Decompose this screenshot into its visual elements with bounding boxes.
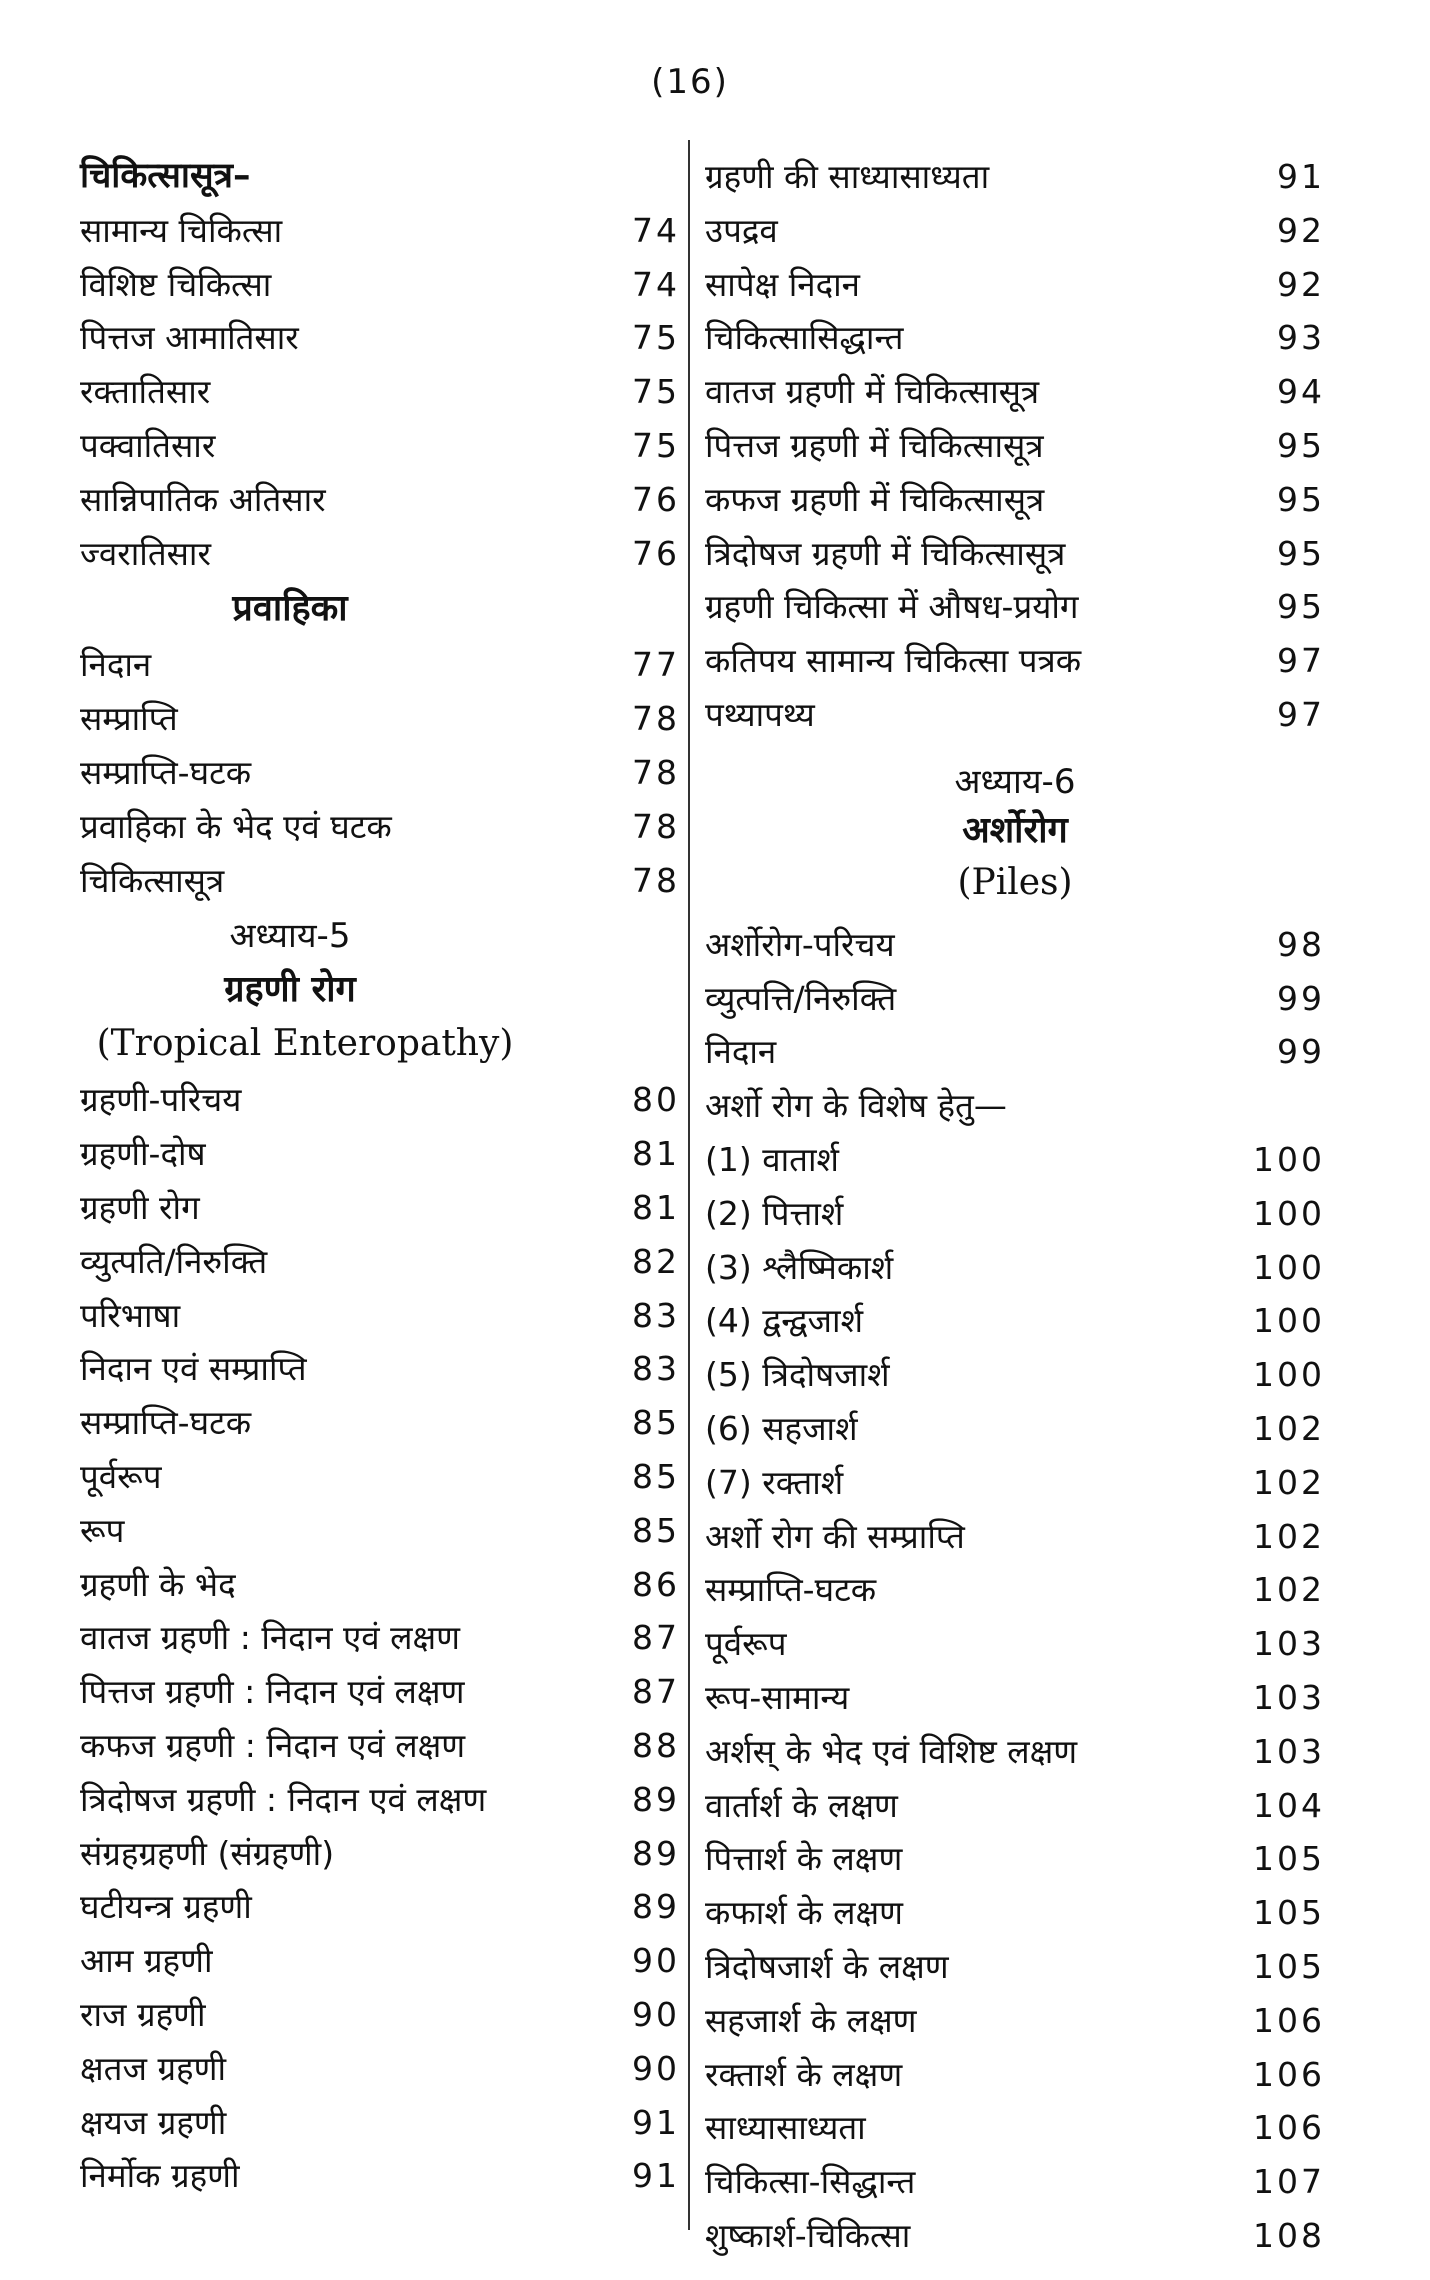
toc-entry-page: 105 xyxy=(1253,1839,1325,1879)
toc-entry-page: 97 xyxy=(1277,694,1325,734)
toc-entry-page: 81 xyxy=(632,1187,680,1227)
toc-entry xyxy=(705,150,1325,204)
toc-entry xyxy=(705,1456,1325,1510)
toc-entry-page: 100 xyxy=(1253,1193,1325,1233)
toc-entry xyxy=(80,1235,680,1289)
toc-entry-label: त्रिदोषज ग्रहणी : निदान एवं लक्षण xyxy=(80,1779,487,1819)
section-title-pravahika: प्रवाहिका xyxy=(232,588,348,630)
toc-entry-page: 95 xyxy=(1277,425,1325,465)
toc-entry xyxy=(705,1133,1325,1187)
toc-entry-page: 95 xyxy=(1277,533,1325,573)
toc-entry-label: उपद्रव xyxy=(705,210,778,250)
toc-entry-label: संग्रहग्रहणी (संग्रहणी) xyxy=(80,1833,335,1873)
chapter-6-title: अर्शोरोग xyxy=(962,809,1068,851)
toc-entry-page: 78 xyxy=(632,752,680,792)
toc-entry xyxy=(80,1719,680,1773)
toc-entry xyxy=(80,258,680,312)
toc-entry xyxy=(705,1563,1325,1617)
toc-entry-page: 98 xyxy=(1277,924,1325,964)
toc-entry xyxy=(705,527,1325,581)
toc-entry xyxy=(80,527,680,581)
toc-entry xyxy=(80,800,680,854)
toc-entry-page: 94 xyxy=(1277,372,1325,412)
toc-entry-page: 78 xyxy=(632,699,680,739)
toc-entry-label: पक्वातिसार xyxy=(80,425,216,465)
toc-entry-page: 82 xyxy=(632,1241,680,1281)
toc-entry-page: 85 xyxy=(632,1510,680,1550)
toc-entry xyxy=(705,2048,1325,2102)
toc-entry-page: 95 xyxy=(1277,587,1325,627)
toc-entry-label: सामान्य चिकित्सा xyxy=(80,210,283,250)
toc-entry-label: कफज ग्रहणी : निदान एवं लक्षण xyxy=(80,1725,466,1765)
toc-entry-label: घटीयन्त्र ग्रहणी xyxy=(80,1887,252,1927)
toc-entry xyxy=(705,1779,1325,1833)
toc-entry-page: 105 xyxy=(1253,1893,1325,1933)
toc-entry-page: 89 xyxy=(632,1833,680,1873)
toc-entry-page: 87 xyxy=(632,1618,680,1658)
toc-entry-label: निदान xyxy=(80,645,152,685)
toc-entry-label: ग्रहणी-दोष xyxy=(80,1134,206,1174)
toc-entry-label: वार्तार्श के लक्षण xyxy=(705,1785,898,1825)
toc-entry-page: 91 xyxy=(1277,157,1325,196)
toc-entry-page: 90 xyxy=(632,1994,680,2034)
toc-entry-page: 83 xyxy=(632,1349,680,1389)
toc-entry xyxy=(705,1348,1325,1402)
toc-entry-label: क्षयज ग्रहणी xyxy=(80,2102,227,2142)
toc-entry-label: (4) द्वन्द्वजार्श xyxy=(705,1301,864,1341)
arsha-list-a xyxy=(705,918,1325,1079)
toc-entry-label: ग्रहणी की साध्यासाध्यता xyxy=(705,157,990,196)
toc-entry-label: रूप-सामान्य xyxy=(705,1677,850,1717)
toc-entry xyxy=(80,1934,680,1988)
page-number: (16) xyxy=(651,62,729,102)
toc-entry-label: सम्प्राप्ति xyxy=(80,699,178,739)
toc-entry-label: राज ग्रहणी xyxy=(80,1994,206,2034)
toc-entry-label: कतिपय सामान्य चिकित्सा पत्रक xyxy=(705,641,1082,681)
toc-entry-page: 76 xyxy=(632,533,680,573)
toc-entry xyxy=(80,2096,680,2150)
toc-entry-label: रक्तार्श के लक्षण xyxy=(705,2054,903,2094)
toc-entry-page: 105 xyxy=(1253,1946,1325,1986)
toc-entry xyxy=(705,1886,1325,1940)
chapter-6-label: अध्याय-6 xyxy=(954,761,1076,802)
toc-entry xyxy=(705,2101,1325,2155)
toc-entry xyxy=(80,365,680,419)
toc-entry xyxy=(705,1994,1325,2048)
toc-entry-label: ग्रहणी-परिचय xyxy=(80,1080,242,1120)
column-divider xyxy=(688,140,690,2230)
toc-entry-page: 103 xyxy=(1253,1677,1325,1717)
toc-entry-page: 102 xyxy=(1253,1462,1325,1502)
toc-entry-page: 90 xyxy=(632,1941,680,1981)
toc-entry-label: रक्तातिसार xyxy=(80,372,211,412)
toc-entry-label: व्युत्पति/निरुक्ति xyxy=(80,1241,268,1281)
toc-entry xyxy=(705,688,1325,742)
toc-entry xyxy=(705,311,1325,365)
toc-entry xyxy=(80,746,680,800)
toc-entry-label: अर्शोरोग-परिचय xyxy=(705,924,895,964)
toc-entry xyxy=(705,1617,1325,1671)
toc-entry xyxy=(80,854,680,908)
toc-entry-page: 95 xyxy=(1277,479,1325,519)
toc-entry-page: 76 xyxy=(632,479,680,519)
toc-entry-label: साध्यासाध्यता xyxy=(705,2108,866,2148)
toc-entry-label: व्युत्पत्ति/निरुक्ति xyxy=(705,978,897,1018)
toc-entry-label: निर्मोक ग्रहणी xyxy=(80,2156,240,2196)
toc-entry-page: 81 xyxy=(632,1134,680,1174)
toc-entry-label: पित्तार्श के लक्षण xyxy=(705,1839,903,1879)
toc-entry-page: 78 xyxy=(632,860,680,900)
toc-entry-page: 102 xyxy=(1253,1408,1325,1448)
toc-entry xyxy=(705,634,1325,688)
toc-entry-label: (6) सहजार्श xyxy=(705,1408,858,1448)
toc-entry-page: 83 xyxy=(632,1295,680,1335)
toc-entry-label: (2) पित्तार्श xyxy=(705,1193,844,1233)
toc-entry xyxy=(80,1450,680,1504)
pravahika-list xyxy=(80,638,680,907)
toc-entry xyxy=(80,1127,680,1181)
toc-entry-label: त्रिदोषज ग्रहणी में चिकित्सासूत्र xyxy=(705,533,1066,573)
section-heading-chikitsasutra: चिकित्सासूत्र– xyxy=(80,156,251,196)
toc-entry-page: 88 xyxy=(632,1725,680,1765)
toc-entry-page: 108 xyxy=(1253,2215,1325,2255)
toc-entry-page: 103 xyxy=(1253,1624,1325,1664)
toc-entry-page: 80 xyxy=(632,1080,680,1120)
toc-entry-page: 100 xyxy=(1253,1139,1325,1179)
toc-entry xyxy=(80,1289,680,1343)
toc-entry xyxy=(705,580,1325,634)
toc-entry xyxy=(705,1187,1325,1241)
toc-entry xyxy=(80,1827,680,1881)
toc-entry-page: 75 xyxy=(632,318,680,358)
toc-entry-page: 106 xyxy=(1253,2054,1325,2094)
toc-entry xyxy=(705,1510,1325,1564)
toc-entry xyxy=(705,1832,1325,1886)
toc-entry-page: 75 xyxy=(632,425,680,465)
toc-entry-page: 103 xyxy=(1253,1731,1325,1771)
toc-entry xyxy=(705,1671,1325,1725)
toc-entry-label: चिकित्सा-सिद्धान्त xyxy=(705,2162,916,2202)
toc-entry-page: 85 xyxy=(632,1456,680,1496)
toc-entry-page: 90 xyxy=(632,2048,680,2088)
toc-entry-page: 107 xyxy=(1253,2162,1325,2202)
toc-entry xyxy=(80,638,680,692)
toc-entry-label: (7) रक्तार्श xyxy=(705,1462,844,1502)
toc-entry xyxy=(80,1558,680,1612)
toc-entry-label: त्रिदोषजार्श के लक्षण xyxy=(705,1946,949,1986)
toc-entry-page: 75 xyxy=(632,372,680,412)
toc-entry-page: 99 xyxy=(1277,978,1325,1018)
toc-entry xyxy=(705,2209,1325,2263)
toc-entry-label: शुष्कार्श-चिकित्सा xyxy=(705,2215,911,2255)
chikitsa-list xyxy=(80,204,680,581)
arsha-hetu-heading: अर्शो रोग के विशेष हेतु— xyxy=(705,1086,1007,1126)
toc-entry xyxy=(80,1073,680,1127)
chapter-5-subtitle: (Tropical Enteropathy) xyxy=(96,1023,514,1065)
arsha-list-b xyxy=(705,1133,1325,2263)
right-column xyxy=(705,150,1325,2263)
toc-entry xyxy=(705,1241,1325,1295)
toc-entry xyxy=(80,2149,680,2203)
toc-entry-label: निदान एवं सम्प्राप्ति xyxy=(80,1349,307,1389)
toc-entry-page: 77 xyxy=(632,645,680,685)
toc-entry xyxy=(705,1940,1325,1994)
toc-entry-label: सान्निपातिक अतिसार xyxy=(80,479,326,519)
toc-entry-page: 92 xyxy=(1277,210,1325,250)
toc-entry xyxy=(80,204,680,258)
toc-entry xyxy=(705,918,1325,972)
toc-entry-page: 106 xyxy=(1253,2108,1325,2148)
toc-entry-label: (5) त्रिदोषजार्श xyxy=(705,1355,890,1395)
toc-entry-page: 100 xyxy=(1253,1301,1325,1341)
toc-entry xyxy=(705,972,1325,1026)
toc-entry xyxy=(705,2155,1325,2209)
toc-entry-label: आम ग्रहणी xyxy=(80,1941,213,1981)
toc-entry-page: 89 xyxy=(632,1887,680,1927)
toc-entry xyxy=(80,1665,680,1719)
toc-entry xyxy=(705,1025,1325,1079)
toc-entry-label: रूप xyxy=(80,1510,125,1550)
toc-entry xyxy=(705,365,1325,419)
toc-entry-label: पित्तज ग्रहणी : निदान एवं लक्षण xyxy=(80,1672,465,1712)
toc-entry-label: सम्प्राप्ति-घटक xyxy=(705,1570,877,1610)
toc-entry-label: सम्प्राप्ति-घटक xyxy=(80,752,252,792)
toc-entry-label: वातज ग्रहणी : निदान एवं लक्षण xyxy=(80,1618,461,1658)
toc-entry xyxy=(80,1773,680,1827)
chapter-5-label: अध्याय-5 xyxy=(229,916,351,957)
toc-entry xyxy=(705,204,1325,258)
toc-entry-label: वातज ग्रहणी में चिकित्सासूत्र xyxy=(705,372,1040,412)
toc-entry-page: 91 xyxy=(632,2156,680,2196)
grahani-continued-list xyxy=(705,150,1325,742)
toc-entry xyxy=(80,1396,680,1450)
toc-entry-page: 97 xyxy=(1277,641,1325,681)
toc-entry-label: ग्रहणी रोग xyxy=(80,1187,200,1227)
toc-entry-page: 89 xyxy=(632,1779,680,1819)
toc-entry-page: 100 xyxy=(1253,1247,1325,1287)
toc-entry-page: 93 xyxy=(1277,318,1325,358)
toc-entry-label: चिकित्सासिद्धान्त xyxy=(705,318,904,358)
toc-entry xyxy=(80,1504,680,1558)
toc-entry-page: 102 xyxy=(1253,1570,1325,1610)
toc-entry xyxy=(705,419,1325,473)
toc-entry xyxy=(80,1988,680,2042)
toc-entry-page: 102 xyxy=(1253,1516,1325,1556)
toc-entry xyxy=(705,473,1325,527)
toc-entry-label: कफज ग्रहणी में चिकित्सासूत्र xyxy=(705,479,1045,519)
toc-entry-label: अर्शस् के भेद एवं विशिष्ट लक्षण xyxy=(705,1731,1078,1771)
toc-entry-page: 74 xyxy=(632,210,680,250)
toc-entry-label: ग्रहणी के भेद xyxy=(80,1564,236,1604)
chapter-6-subtitle: (Piles) xyxy=(957,861,1073,903)
toc-entry-label: सहजार्श के लक्षण xyxy=(705,2000,917,2040)
toc-entry-page: 87 xyxy=(632,1672,680,1712)
toc-entry-label: ग्रहणी चिकित्सा में औषध-प्रयोग xyxy=(705,587,1079,627)
left-column xyxy=(80,150,680,2203)
toc-entry-label: चिकित्सासूत्र xyxy=(80,860,225,900)
toc-entry-label: पथ्यापथ्य xyxy=(705,694,815,734)
toc-entry xyxy=(705,1402,1325,1456)
toc-entry xyxy=(80,1342,680,1396)
toc-entry-page: 85 xyxy=(632,1403,680,1443)
toc-entry-page: 78 xyxy=(632,806,680,846)
toc-entry-label: पूर्वरूप xyxy=(705,1624,787,1664)
toc-entry-label: ज्वरातिसार xyxy=(80,533,211,573)
toc-entry xyxy=(80,1611,680,1665)
toc-entry-label: कफार्श के लक्षण xyxy=(705,1893,903,1933)
toc-entry-page: 100 xyxy=(1253,1355,1325,1395)
toc-entry-page: 86 xyxy=(632,1564,680,1604)
toc-entry-label: क्षतज ग्रहणी xyxy=(80,2048,226,2088)
toc-entry xyxy=(80,2042,680,2096)
toc-entry xyxy=(80,1880,680,1934)
toc-entry-label: पित्तज ग्रहणी में चिकित्सासूत्र xyxy=(705,425,1044,465)
toc-entry xyxy=(80,1181,680,1235)
toc-entry-label: परिभाषा xyxy=(80,1295,181,1335)
toc-entry xyxy=(80,473,680,527)
toc-entry-page: 106 xyxy=(1253,2000,1325,2040)
toc-entry-page: 99 xyxy=(1277,1032,1325,1072)
toc-entry xyxy=(80,311,680,365)
toc-entry-label: विशिष्ट चिकित्सा xyxy=(80,264,272,304)
toc-entry-label: सम्प्राप्ति-घटक xyxy=(80,1403,252,1443)
toc-entry xyxy=(80,419,680,473)
toc-entry-label: सापेक्ष निदान xyxy=(705,264,860,304)
toc-entry-label: प्रवाहिका के भेद एवं घटक xyxy=(80,806,392,846)
toc-entry-page: 104 xyxy=(1253,1785,1325,1825)
toc-entry-label: (1) वातार्श xyxy=(705,1139,839,1179)
grahani-list xyxy=(80,1073,680,2203)
toc-entry-page: 91 xyxy=(632,2102,680,2142)
toc-entry-page: 74 xyxy=(632,264,680,304)
chapter-5-title: ग्रहणी रोग xyxy=(224,969,356,1011)
toc-entry xyxy=(80,692,680,746)
toc-entry-label: (3) श्लैष्मिकार्श xyxy=(705,1247,894,1287)
toc-entry-label: पूर्वरूप xyxy=(80,1456,162,1496)
toc-entry xyxy=(705,1725,1325,1779)
toc-entry xyxy=(705,1294,1325,1348)
toc-entry-label: पित्तज आमातिसार xyxy=(80,318,299,358)
toc-entry-label: अर्शो रोग की सम्प्राप्ति xyxy=(705,1516,965,1556)
toc-entry-label: निदान xyxy=(705,1032,777,1072)
toc-entry xyxy=(705,258,1325,312)
toc-entry-page: 92 xyxy=(1277,264,1325,304)
